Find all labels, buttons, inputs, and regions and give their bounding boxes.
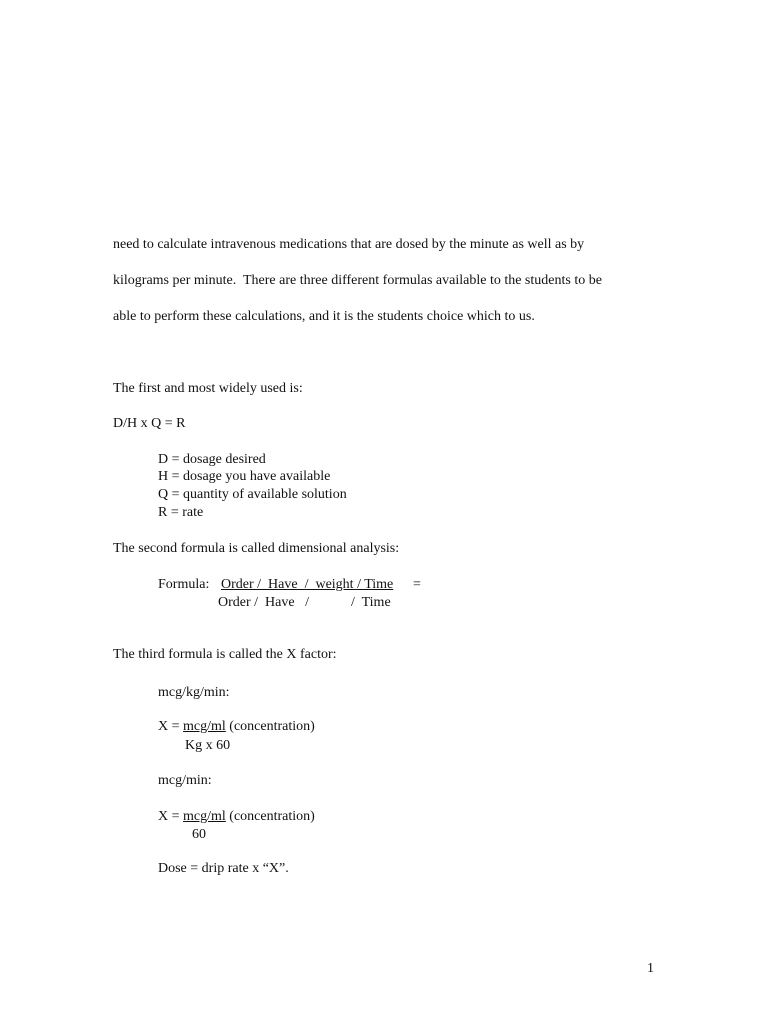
- formula2-numerator: Order / Have / weight / Time: [221, 577, 394, 592]
- definition-r: R = rate: [158, 505, 204, 520]
- case1-numerator: mcg/ml: [183, 719, 226, 734]
- formula1-heading: The first and most widely used is:: [113, 381, 303, 396]
- case2-denominator: 60: [192, 827, 206, 842]
- case2-equation: [158, 808, 315, 826]
- definition-q: Q = quantity of available solution: [158, 487, 347, 502]
- case1-label: mcg/kg/min:: [158, 685, 230, 700]
- case2-label: mcg/min:: [158, 773, 212, 788]
- case1-x: X =: [158, 719, 184, 734]
- case1-note: (concentration): [225, 719, 315, 734]
- case2-numerator: mcg/ml: [183, 809, 226, 824]
- formula1-equation: D/H x Q = R: [113, 416, 186, 431]
- formula2-denominator: Order / Have / / Time: [218, 595, 391, 610]
- case1-denominator: Kg x 60: [185, 738, 231, 753]
- dose-line: Dose = drip rate x “X”.: [158, 861, 289, 876]
- definition-h: H = dosage you have available: [158, 469, 331, 484]
- page-number: 1: [647, 961, 654, 976]
- formula2-heading: The second formula is called dimensional analysis:: [113, 541, 400, 556]
- case2-x: X =: [158, 809, 184, 824]
- intro-line-2: kilograms per minute. There are three different formulas available to the students to be: [113, 273, 602, 288]
- case1-equation: [158, 718, 315, 736]
- intro-line-1: need to calculate intravenous medications that are dosed by the minute as well as by: [113, 237, 585, 252]
- formula2-label: Formula:: [158, 577, 210, 592]
- formula3-heading: The third formula is called the X factor:: [113, 647, 337, 662]
- definition-d: D = dosage desired: [158, 452, 266, 467]
- formula2-equals: =: [413, 577, 421, 592]
- intro-line-3: able to perform these calculations, and it is the students choice which to us.: [113, 309, 535, 324]
- case2-note: (concentration): [225, 809, 315, 824]
